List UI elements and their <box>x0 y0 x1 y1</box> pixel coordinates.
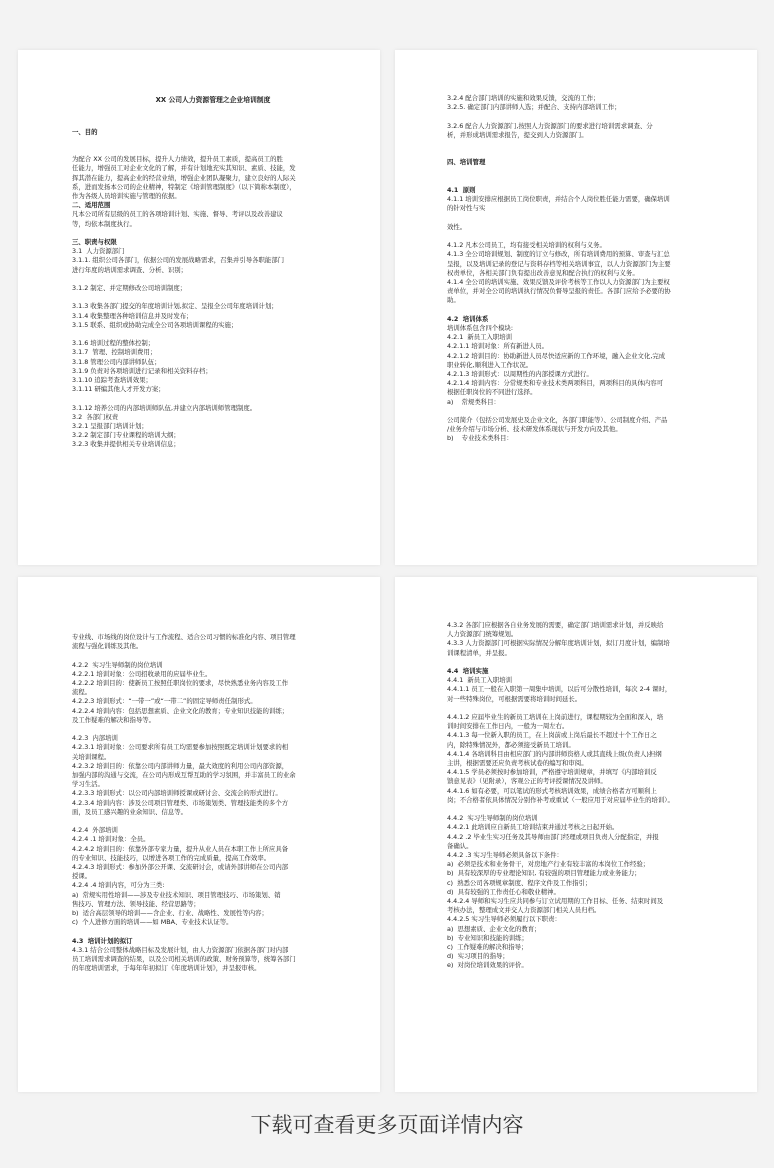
text-line <box>447 140 727 149</box>
document-page-3 <box>18 577 380 1092</box>
text-line: 4.4.2 实习生导师制的岗位培训 <box>447 814 538 823</box>
text-line: b) 专业知识和技能的训练； <box>447 933 528 942</box>
text-line: 4.2.2.2 培训目的：使新员工按照任职岗位的要求，尽快熟悉业务内容及工作 <box>72 679 289 687</box>
text-line: a) 必须是技术和业务骨干，对房地产行业有较丰富的本岗位工作经验； <box>447 860 650 869</box>
text-line <box>72 817 354 826</box>
text-line: 3.1.12 培养公司的内部培训师队伍,并建立内部培训师管理制度。 <box>72 403 257 412</box>
text-line: 4.4.1.1 员工一般在入职第一周集中培训，以后可分散性培训，每次 2-4 课时， <box>447 685 672 694</box>
text-line: 关培训课程。 <box>72 752 111 761</box>
document-page-1 <box>18 50 380 565</box>
text-line: 职业转化,顺利进入工作状况。 <box>447 360 533 369</box>
text-line: c) 个人进修方面的培训——如 MBA、专业技术认证等。 <box>72 918 233 927</box>
text-line: 责单位，并对全公司的培训执行情况负督导呈报的责任。各部门应给予必要的协 <box>447 287 671 296</box>
text-line: 售技巧、管理方法、领导技能、经营思路等； <box>72 899 200 908</box>
text-line: 的专业知识、技能技巧，以增进各项工作的完成质量，提高工作效率。 <box>72 853 271 862</box>
text-line <box>72 394 354 403</box>
text-line: 培训体系包含四个模块: <box>447 323 514 332</box>
text-line: 3.1.2 制定、并定期修改公司培训制度； <box>72 283 187 292</box>
text-line: 4.2.1 新员工入职培训 <box>447 333 513 342</box>
text-line: 4.4.2.5 实习生导师必须履行以下职责： <box>447 915 561 924</box>
section-heading: 四、培训管理 <box>447 158 486 167</box>
text-line: 根据任职岗位的不同进行选择。 <box>447 388 537 397</box>
text-line <box>72 927 354 936</box>
text-line: 4.2.3.2 培训目的：依靠公司内部讲师力量，最大效度的利用公司内部资源， <box>72 761 289 770</box>
text-line <box>447 805 727 814</box>
text-line <box>447 214 727 223</box>
text-line: /业务介绍与市场分析、技术研发体系现状与开发方向及其他。 <box>447 425 622 434</box>
text-line: b) 适合高层领导的培训——含企业、行业、战略性、发展性等内容； <box>72 909 268 918</box>
text-line: 等，均依本制度执行。 <box>72 219 136 228</box>
text-line: 凡本公司所有层级的员工的各项培训计划、实施、督导、考评以及改善建议 <box>72 210 283 219</box>
text-line <box>447 306 727 315</box>
text-line: 4.2.1.2 培训目的：协助新进人员尽快适应新的工作环境，融入企业文化,完成 <box>447 351 666 360</box>
text-line: 3.1.8 管理公司内部讲师队伍； <box>72 357 161 366</box>
text-line: c) 工作疑难的解决和指导； <box>447 943 528 952</box>
text-line: 进行年度的培训需求调查、分析、识别； <box>72 265 188 274</box>
section-heading: 三、职责与权限 <box>72 237 117 246</box>
text-line <box>447 232 727 241</box>
text-line: 4.3.2 各部门应根据各自业务发展的需要，确定部门培训需求计划，并反映给 <box>447 621 664 629</box>
text-line: 作为各级人员培训实施与管理的依据。 <box>72 191 181 200</box>
text-line: 4.2.4.2 培训目的：依靠外部专家力量，提升从业人员在本职工作上所应具备 <box>72 844 289 853</box>
document-title: XX 公司人力资源管理之企业培训制度 <box>155 96 271 104</box>
text-line: 4.2.2.1 培训对象：公司招收录用的应届毕业生。 <box>72 669 212 678</box>
text-line: 人力资源部门统筹规划。 <box>447 630 518 639</box>
text-line: 3.1.6 培训过程的整体控制； <box>72 339 155 348</box>
text-line: 3.1.7 管理、控制培训费用； <box>72 348 157 357</box>
text-line: 4.4.2 .3 实习生导师必须具备以下条件： <box>447 851 563 860</box>
text-line: 3.2.2 制定部门专业课程的培训大纲； <box>72 431 180 440</box>
section-heading: 4.1 原则 <box>447 185 476 194</box>
text-line <box>72 651 354 660</box>
text-line: a) 思想素质、企业文化的教育； <box>447 924 541 933</box>
text-line: 析，并形成培训需求报告，提交到人力资源部门。 <box>447 130 588 139</box>
text-line: 4.4.2 .2 毕业生实习任务及其导师由部门经理或项目负责人分配指定，并报 <box>447 832 659 841</box>
text-line: a) 常规实用性培训——涉及专业技术知识、项目管理技巧、市场策划、销 <box>72 890 281 899</box>
text-line: 训课程清单，并呈报。 <box>447 648 511 657</box>
text-line: 的针对性与实 <box>447 204 486 213</box>
text-line: 3.1 人力资源部门 <box>72 247 125 256</box>
text-line: 训时间安排在工作日内，一般为一周左右。 <box>447 722 569 731</box>
text-line: 4.2.4 .4 培训内容，可分为三类: <box>72 881 165 890</box>
text-line: 4.1.1 培训安排应根据员工岗位职责，并结合个人岗位胜任能力需要，确保培训 <box>447 195 670 204</box>
text-line: 4.4.1.3 每一位新入职的员工，在上岗前或上岗后最长不超过十个工作日之 <box>447 731 657 740</box>
text-line: 4.3.3 人力资源部门可根据实际情况分解年度培训计划，拟订月度计划，编制培 <box>447 639 670 648</box>
download-more-caption[interactable]: 下载可查看更多页面详情内容 <box>250 1113 524 1137</box>
text-line: 4.2.3 内部培训 <box>72 734 118 743</box>
text-line: 3.2.6 配合人力资源部门,按照人力资源部门的要求进行培训需求调查、分 <box>447 121 653 130</box>
text-line: 4.2.4.3 培训形式：参加外部公开课、交流研讨会，或请外部讲师在公司内部 <box>72 863 289 872</box>
text-line <box>72 118 354 127</box>
text-line: 3.1.10 追踪考查培训效果； <box>72 375 152 384</box>
text-line: 3.1.4 收集整理各种培训信息并及时发布； <box>72 311 193 320</box>
text-line: 主讲，根据需要还应负责考核试卷的编写和审阅。 <box>447 759 588 768</box>
section-heading: 4.3 培训计划的拟订 <box>72 936 133 945</box>
text-line: 员工培训需求调查的结果，以及公司相关培训的政策、财务预算等，统筹各部门 <box>72 955 296 964</box>
text-line <box>447 112 727 121</box>
document-page-2 <box>395 50 757 565</box>
text-line: 助。 <box>447 296 460 305</box>
text-line: 4.2.2 实习生导师制的岗位培训 <box>72 660 163 669</box>
text-line: 4.2.3.4 培训内容：涉及公司项目管理类、市场策划类、管理技能类的多个方 <box>72 798 289 807</box>
text-line: 3.2 各部门权责 <box>72 412 119 421</box>
section-heading: 4.4 培训实施 <box>447 667 489 675</box>
text-line: 4.2.4 外部培训 <box>72 826 118 835</box>
text-line: 馈意见表》（见附录），客观公正的考评授课情况及讲师。 <box>447 777 607 786</box>
text-line: 权责单位，各相关部门负有提出改善意见和配合执行的权利与义务。 <box>447 268 639 277</box>
text-line <box>447 177 727 186</box>
text-line: 面，及员工感兴趣的业余知识、信息等。 <box>72 807 188 816</box>
text-line: 专业线、市场线的岗位设计与工作流程、适合公司习惯的标准化内容、项目管理 <box>72 633 296 641</box>
text-line: 3.1.9 负责对各项培训进行记录和相关资料存档； <box>72 366 212 375</box>
text-line: 为配合 XX 公司的发展目标，提升人力绩效，提升员工素质，提高员工的胜 <box>72 155 283 164</box>
text-line: 加强内部的沟通与交流，在公司内形成互帮互助的学习氛围，并丰富员工的业余 <box>72 771 296 780</box>
text-line: 学习生活。 <box>72 780 104 789</box>
text-line: 流程。 <box>72 688 92 697</box>
text-line: 系，进而发扬本公司的企业精神，特制定《培训管理制度》（以下简称本制度）， <box>72 182 296 191</box>
text-line: 4.1.2 凡本公司员工，均有接受相关培训的权利与义务。 <box>447 241 606 250</box>
text-line <box>447 658 727 667</box>
text-line: 4.2.1.1 培训对象：所有新进人员。 <box>447 342 549 351</box>
text-line: 4.2.1.3 培训形式：以周期性的内部授课方式进行。 <box>447 369 593 378</box>
text-line: 4.4.1.5 学员必须按时参加培训，严格遵守培训规章，并填写《内部培训反 <box>447 768 657 777</box>
text-line <box>447 704 727 713</box>
text-line: 4.2.4 .1 培训对象：全员。 <box>72 835 150 844</box>
text-line: 4.1.4 全公司的培训实施、效果反馈及评价考核等工作以人力资源部门为主要权 <box>447 277 670 286</box>
text-line: 4.4.1.2 应届毕业生的新员工培训在上岗前进行，课程期较为全面和深入，培 <box>447 713 664 721</box>
text-line: 4.2.3.1 培训对象：公司要求所有员工均需要参加按照既定培训计划要求的相 <box>72 743 289 752</box>
text-line: 公司简介（包括公司发展史及企业文化，各部门职能等）、公司制度介绍、产品 <box>447 415 668 424</box>
text-line: 3.2.1 呈报部门培训计划； <box>72 421 148 430</box>
text-line: 对一些特殊岗位，可根据需要将培训时间延长。 <box>447 694 582 703</box>
text-line: 内，除特殊情况外，都必须接受新员工培训。 <box>447 740 575 749</box>
text-line <box>72 229 354 238</box>
text-line: 4.4.1.6 如有必要，可以笔试的形式考核培训效果，成绩合格者方可顺利上 <box>447 786 657 795</box>
text-line: 4.4.1 新员工入职培训 <box>447 676 513 685</box>
text-line: 4.2.2.4 培训内容：包括思想素质、企业文化的教育；专业知识技能的训练； <box>72 706 289 715</box>
text-line: 3.2.3 收集并提供相关专业培训信息； <box>72 440 180 449</box>
text-line <box>447 149 727 158</box>
text-line: b) 具有较深厚的专业理论知识, 有较强的项目管理能力或业务能力； <box>447 869 641 878</box>
text-line: 挥其潜在能力，提高企业的经营业绩，增强企业团队凝聚力，建立良好的人际关 <box>72 173 296 182</box>
text-line: 4.1.3 全公司培训规划、制度的订立与修改，所有培训费用的预算、审查与汇总 <box>447 250 670 259</box>
text-line: 授课。 <box>72 872 92 881</box>
text-line: 任能力，增强员工对企业文化的了解，并有计划地充实其知识、素质、技能，发 <box>72 164 296 173</box>
text-line: 及工作疑难的解决和指导等。 <box>72 715 156 724</box>
text-line: d) 具有较强的工作责任心和敬业精神。 <box>447 887 560 896</box>
text-line: 效性。 <box>447 222 467 231</box>
section-heading: 二、适用范围 <box>72 201 111 210</box>
text-line <box>72 137 354 146</box>
text-line <box>72 330 354 339</box>
section-heading: 一、目的 <box>72 127 98 136</box>
text-line <box>447 407 727 416</box>
document-page-4 <box>395 577 757 1092</box>
text-line <box>72 109 354 118</box>
text-line: c) 熟悉公司各项规章制度、程序文件及工作指引； <box>447 878 592 887</box>
text-line: 3.1.3 收集各部门提交的年度培训计划,拟定、呈报全公司年度培训计划； <box>72 302 278 311</box>
text-line: 4.3.1 结合公司整体战略目标及发展计划，由人力资源部门依据各部门对内部 <box>72 945 289 954</box>
text-line: 4.4.2.4 导师和实习生应共同参与订立试用期的工作目标、任务、结束时间及 <box>447 897 664 906</box>
text-line: 考核办法，整理成文并交人力资源部门相关人员归档。 <box>447 906 601 915</box>
text-line: a) 常规类科目： <box>447 397 500 406</box>
text-line: e) 对岗位培训效果的评价。 <box>447 961 528 970</box>
text-line: 流程与强化训练及其他。 <box>72 642 143 651</box>
text-line: 3.1.11 研编其他人才开发方案； <box>72 385 165 394</box>
text-line <box>447 168 727 177</box>
text-line: 3.1.1. 组织公司各部门，依据公司的发展战略需求，召集并引导各职能部门 <box>72 256 285 265</box>
text-line <box>72 293 354 302</box>
text-line: 备确认。 <box>447 841 473 850</box>
text-line: 3.1.5 联系、组织或协助完成全公司各项培训课程的实施； <box>72 320 238 329</box>
text-line <box>72 275 354 284</box>
text-line: 4.2.3.3 培训形式：以公司内部培训师授课或研讨会、交流会的形式进行。 <box>72 789 282 798</box>
text-line: 3.2.4 配合部门培训的实施和效果反馈，交流的工作； <box>447 94 600 102</box>
text-line: 3.2.5. 确定部门内部讲师人选；并配合、支持内部培训工作； <box>447 103 621 112</box>
section-heading: 4.2 培训体系 <box>447 314 489 323</box>
text-line: 4.2.1.4 培训内容：分常规类和专业技术类两项科目，两项科目的具体内容可 <box>447 379 664 388</box>
text-line: 4.4.2.1 此培训应自新员工培训结束并通过考核之日起开始。 <box>447 823 619 832</box>
text-line: 的年度培训需求，于每年年初拟订《年度培训计划》，并呈报审核。 <box>72 964 261 973</box>
text-line: 呈报，以及培训记录的登记与资料存档等相关培训事宜，以人力资源部门为主要 <box>447 259 671 268</box>
text-line: 4.4.1.4 各培训科目由相应部门的内部讲师资格人或其直线上级(负责人)担纲 <box>447 749 662 758</box>
text-line: 岗；不合格者依具体情况分别作补考或重试（一般应用于对应届毕业生的培训）。 <box>447 795 674 804</box>
text-line <box>72 725 354 734</box>
text-line: 4.2.2.3 培训形式：“一带一”或“一带二”的固定导师责任制形式。 <box>72 697 257 706</box>
text-line <box>72 146 354 155</box>
text-line: d) 实习项目的指导； <box>447 952 509 961</box>
text-line: b) 专业技术类科目： <box>447 434 513 443</box>
